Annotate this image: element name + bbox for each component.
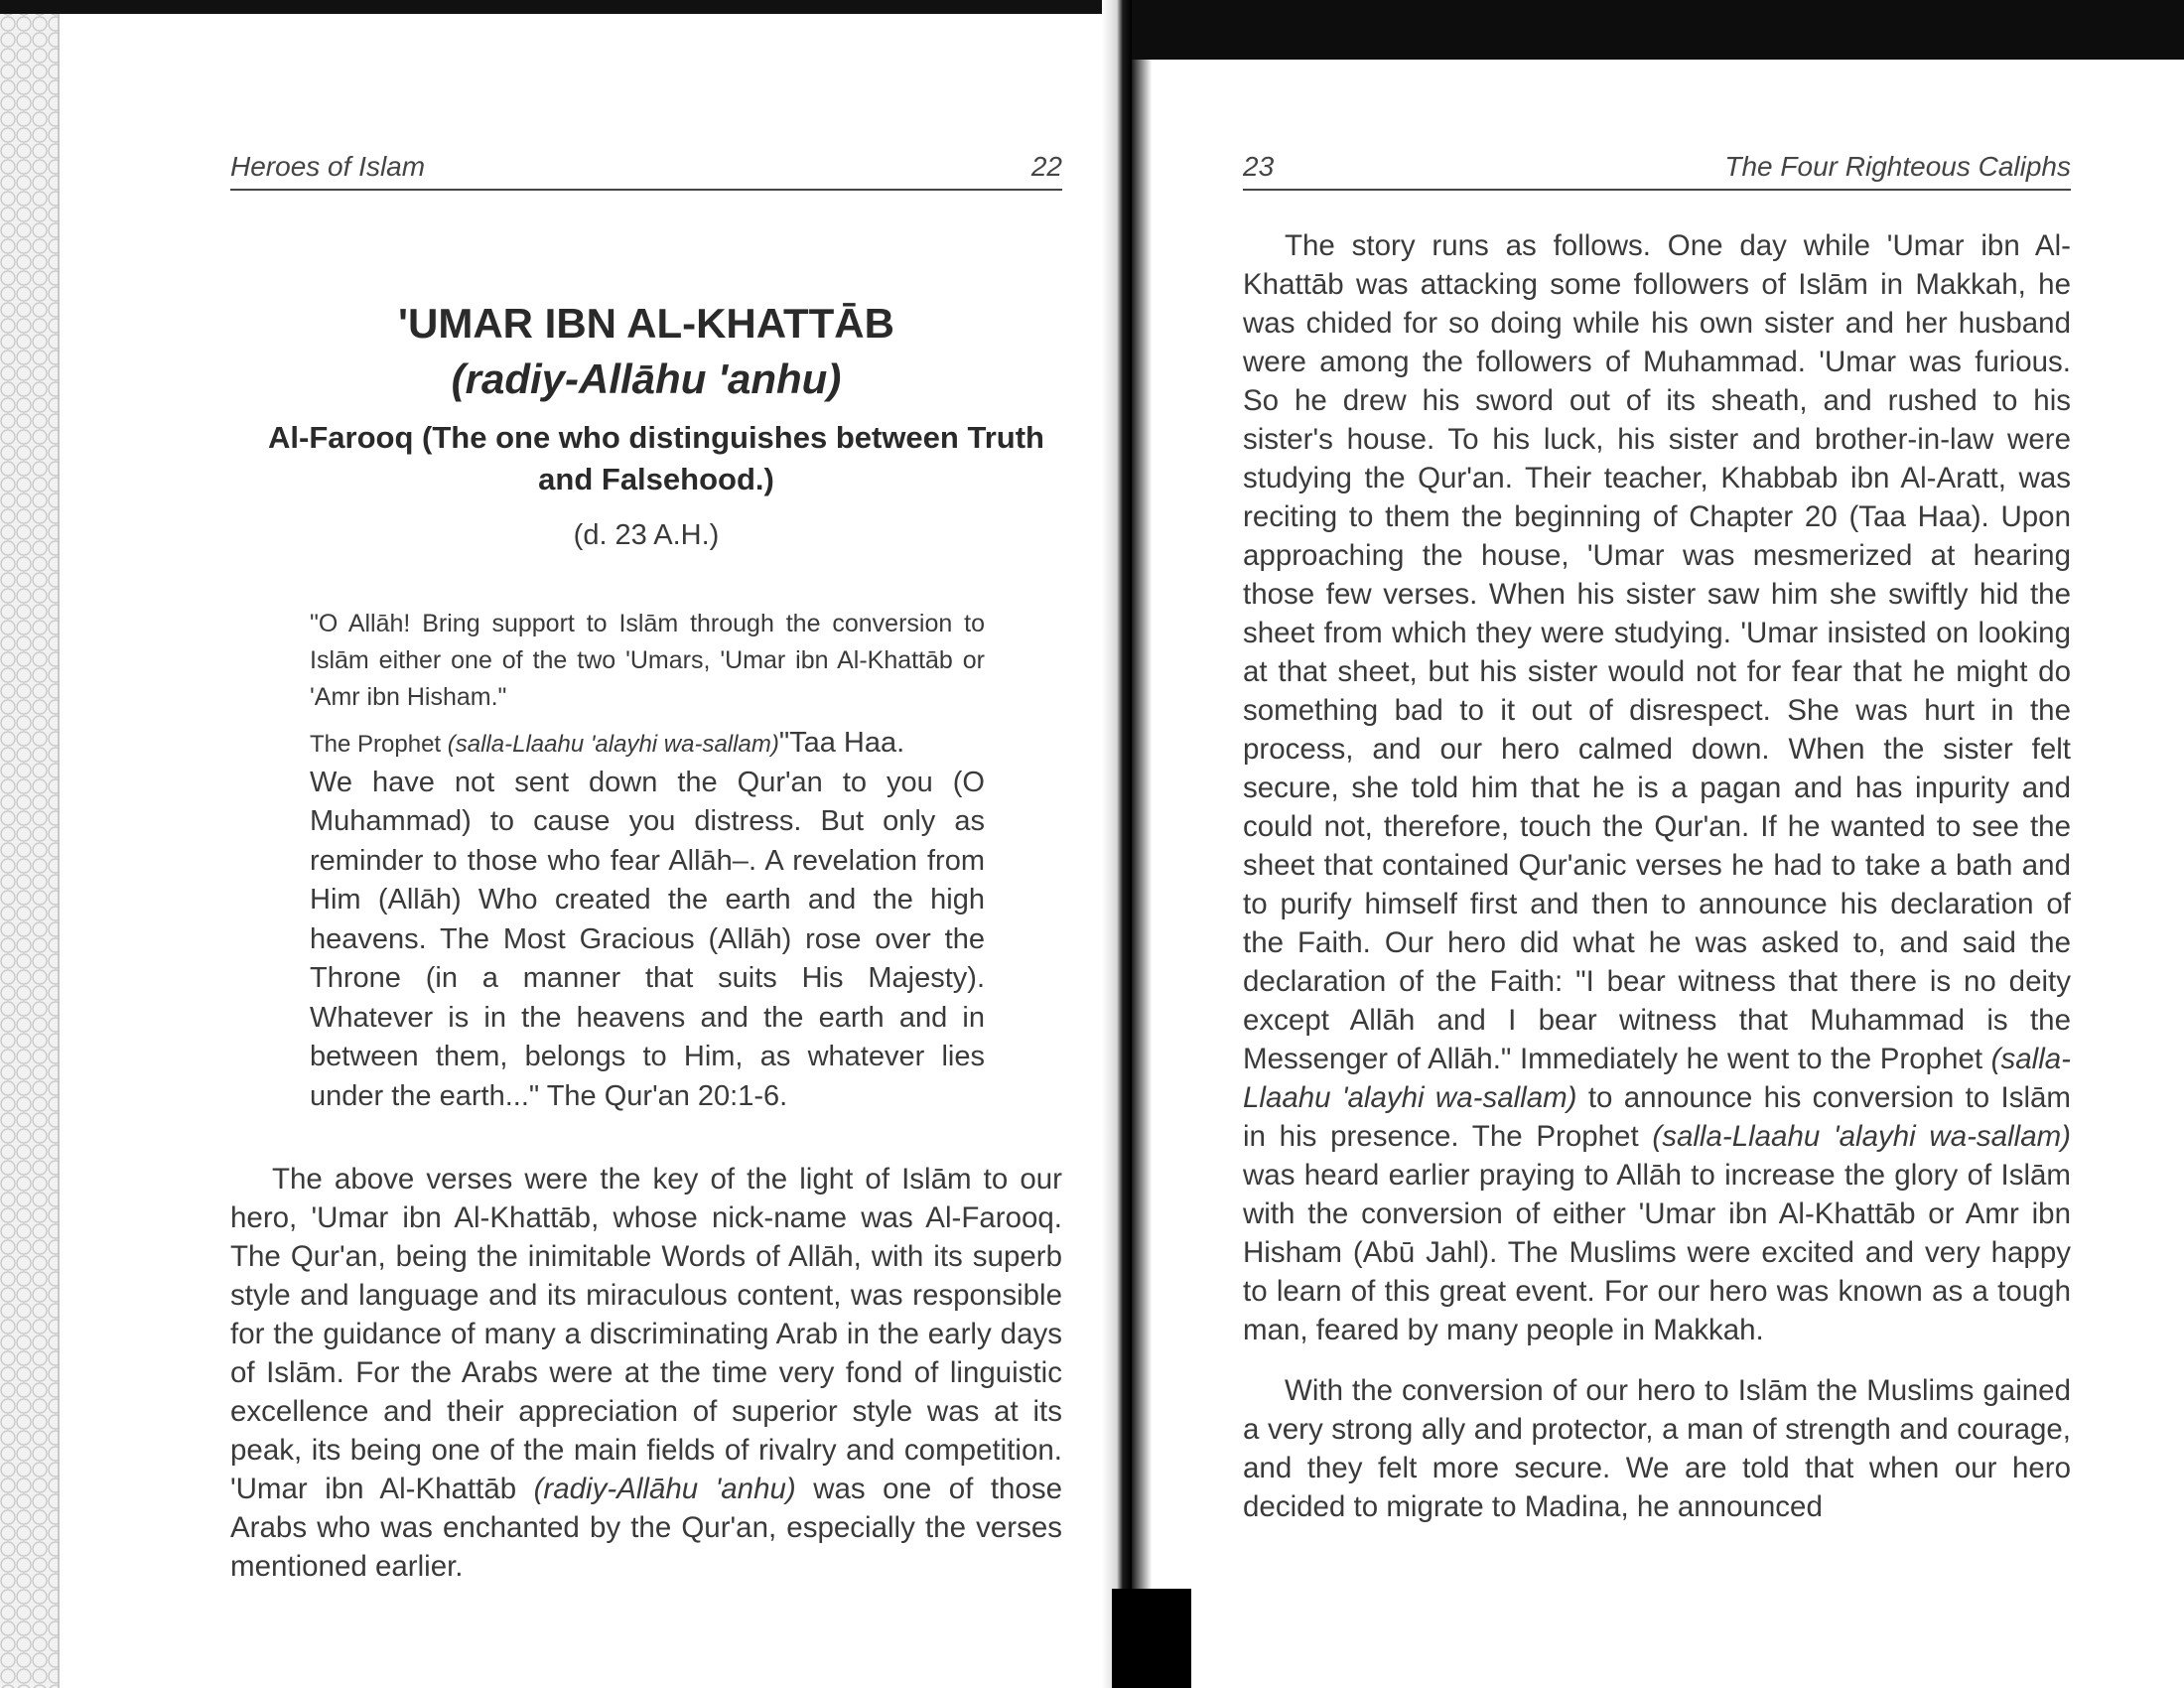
epigraph-attribution xyxy=(310,724,985,764)
paragraph xyxy=(1243,226,2071,1349)
running-head: Heroes of Islam xyxy=(230,151,426,182)
paragraph xyxy=(230,1160,1062,1586)
chapter-title xyxy=(230,296,1062,407)
paragraph-text-end: was one of those Arabs who was enchanted by the Qur'an, especially the verses mentioned earlier. xyxy=(230,1473,1062,1583)
epigraph-prayer: "O Allāh! Bring support to Islām through the conversion to Islām either one of the two 'Umars, 'Umar ibn Al-Khattāb or 'Amr ibn Hisham." xyxy=(310,610,985,711)
chapter-subtitle: Al-Farooq (The one who distinguishes between Truth and Falsehood.) xyxy=(268,420,1044,496)
book-gutter xyxy=(1102,0,1132,1688)
attribution-prefix: The Prophet xyxy=(310,731,448,758)
spiral-binding xyxy=(0,0,60,1688)
paragraph-text: The story runs as follows. One day while 'Umar ibn Al-Khattāb was attacking some followers of Islām in Makkah, he was chided for so doing while his own sister and her husband were among the followers of Muhammad. 'Umar was furious. So he drew his sword out of its sheath, and rushed to his sister's house. To his luck, his sister and brother-in-law were studying the Qur'an. Their teacher, Khabbab ibn Al-Aratt, was reciting to them the beginning of Chapter 20 (Taa Haa). Upon approaching the house, 'Umar was mesmerized at hearing those few verses. When his sister saw him she swiftly hid the sheet from which they were studying. 'Umar insisted on looking at that sheet, but his sister would not for fear that he might do something bad to it out of disrespect. She was hurt in the process, and our hero calmed down. When the sister felt secure, she told him that he is a pagan and has inpurity and could not, therefore, touch the Qur'an. If he wanted to see the sheet that contained Qur'anic verses he had to take a bath and to purify himself first and then to announce his declaration of the Faith. Our hero did what he was asked to, and said the declaration of the Faith: "I bear witness that there is no deity except Allāh and I bear witness that Muhammad is the Messenger of Allāh." Immediately he went to the Prophet xyxy=(1243,229,2071,1075)
paragraph-text: to announce his conversion to Islām in his presence. The Prophet xyxy=(1243,1081,2071,1153)
book-gutter-right xyxy=(1132,60,1152,1688)
page-number: 23 xyxy=(1243,151,1275,182)
left-body xyxy=(230,1160,1062,1586)
epigraph xyxy=(310,606,985,1116)
paragraph-text: The above verses were the key of the light of Islām to our hero, 'Umar ibn Al-Khattāb, whose nick-name was Al-Farooq. The Qur'an, being the inimitable Words of Allāh, with its superb style and language and its miraculous content, was responsible for the guidance of many a discriminating Arab in the early days of Islām. For the Arabs were at the time very fond of linguistic excellence and their appreciation of superior style was at its peak, its being one of the main fields of rivalry and competition. 'Umar ibn Al-Khattāb xyxy=(230,1163,1062,1505)
left-page xyxy=(230,0,1062,1688)
epigraph-verse: We have not sent down the Qur'an to you (O Muhammad) to cause you distress. But only as reminder to those who fear Allāh–. A revelation from Him (Allāh) Who created the earth and the high heavens. The Most Gracious (Allāh) rose over the Throne (in a manner that suits His Majesty). Whatever is in the heavens and the earth and in between them, belongs to Him, as whatever lies under the earth..." The Qur'an 20:1-6. xyxy=(310,766,985,1112)
left-page-header xyxy=(230,149,1062,191)
right-page xyxy=(1243,0,2071,1688)
paragraph-honorific: (salla-Llaahu 'alayhi wa-sallam) xyxy=(1652,1120,2072,1153)
paragraph-honorific: (radiy-Allāhu 'anhu) xyxy=(533,1473,796,1505)
page-number: 22 xyxy=(1030,151,1062,182)
chapter-title-honorific: (radiy-Allāhu 'anhu) xyxy=(451,355,842,402)
attribution-honorific: (salla-Llaahu 'alayhi wa-sallam) xyxy=(447,731,779,758)
right-page-header xyxy=(1243,149,2071,191)
running-head: The Four Righteous Caliphs xyxy=(1724,151,2071,182)
chapter-date: (d. 23 A.H.) xyxy=(573,519,720,551)
paragraph-text: was heard earlier praying to Allāh to increase the glory of Islām with the conversion of either 'Umar ibn Al-Khattāb or Amr ibn Hisham (Abū Jahl). The Muslims were excited and very happy to learn of this great event. For our hero was known as a tough man, feared by many people in Makkah. xyxy=(1243,1159,2071,1346)
paragraph: With the conversion of our hero to Islām the Muslims gained a very strong ally and protector, a man of strength and courage, and they felt more secure. We are told that when our hero decided to migrate to Madina, he announced xyxy=(1243,1374,2071,1523)
chapter-title-name: 'UMAR IBN AL-KHATTĀB xyxy=(398,300,894,347)
scan-bottom-shadow xyxy=(1112,1589,1191,1688)
paragraph-honorific: (salla-Llaahu 'alayhi wa-sallam) xyxy=(1243,1043,2071,1114)
verse-start: "Taa Haa. xyxy=(778,727,905,759)
right-body xyxy=(1243,226,2071,1526)
